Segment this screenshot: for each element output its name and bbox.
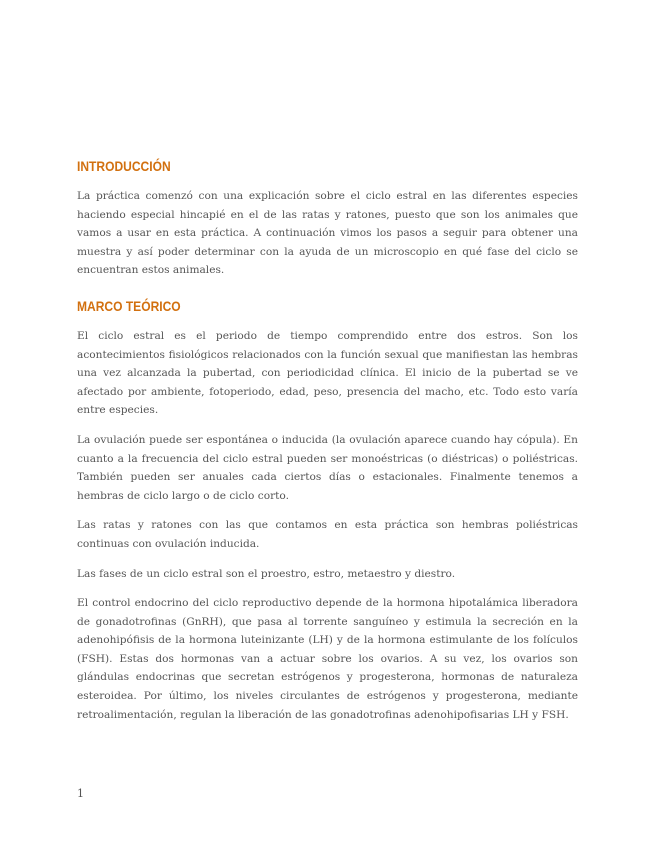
paragraph-fases: Las fases de un ciclo estral son el proestro, estro, metaestro y diestro. [77,567,456,580]
section-heading-introduccion: INTRODUCCIÓN [77,158,171,174]
page-number: 1 [77,787,84,800]
section-heading-marco-teorico: MARCO TEÓRICO [77,297,181,314]
paragraph-introduccion: La práctica comenzó con una explicación sobre el ciclo estral en las diferentes especies haciendo especial hincapié en el de las ratas y ratones, puesto que son los animales que vamos a usar en esta práctica. A continuación vimos los pasos a seguir para obtener una muestra y así poder determinar con la ayuda de un microscopio en qué fase del ciclo se encuentran estos animales. [77,190,578,277]
paragraph-ratas-ratones: Las ratas y ratones con las que contamos en esta práctica son hembras poliéstricas continuas con ovulación inducida. [77,519,578,550]
paragraph-ovulacion: La ovulación puede ser espontánea o inducida (la ovulación aparece cuando hay cópula). En cuanto a la frecuencia del ciclo estral pueden ser monoéstricas (o diéstricas) o poliéstricas. También pueden ser anuales cada ciertos días o estacionales. Finalmente tenemos a hembras de ciclo largo o de ciclo corto. [77,433,578,502]
paragraph-control-endocrino: El control endocrino del ciclo reproductivo depende de la hormona hipotalámica liberadora de gonadotrofinas (GnRH), que pasa al torrente sanguíneo y estimula la secreción en la adenohipófisis de la hormona luteinizante (LH) y de la hormona estimulante de los folículos (FSH). Estas dos hormonas van a actuar sobre los ovarios. A su vez, los ovarios son glándulas endocrinas que secretan estrógenos y progesterona, hormonas de naturaleza esteroidea. Por último, los niveles circulantes de estrógenos y progesterona, mediante retroalimentación, regulan la liberación de las gonadotrofinas adenohipofisarias LH y FSH. [77,597,578,721]
page-content [77,156,578,724]
paragraph-ciclo-estral: El ciclo estral es el periodo de tiempo comprendido entre dos estros. Son los acontecimientos fisiológicos relacionados con la función sexual que manifiestan las hembras una vez alcanzada la pubertad, con periodicidad clínica. El inicio de la pubertad se ve afectado por ambiente, fotoperiodo, edad, peso, presencia del macho, etc. Todo esto varía entre especies. [77,329,578,417]
